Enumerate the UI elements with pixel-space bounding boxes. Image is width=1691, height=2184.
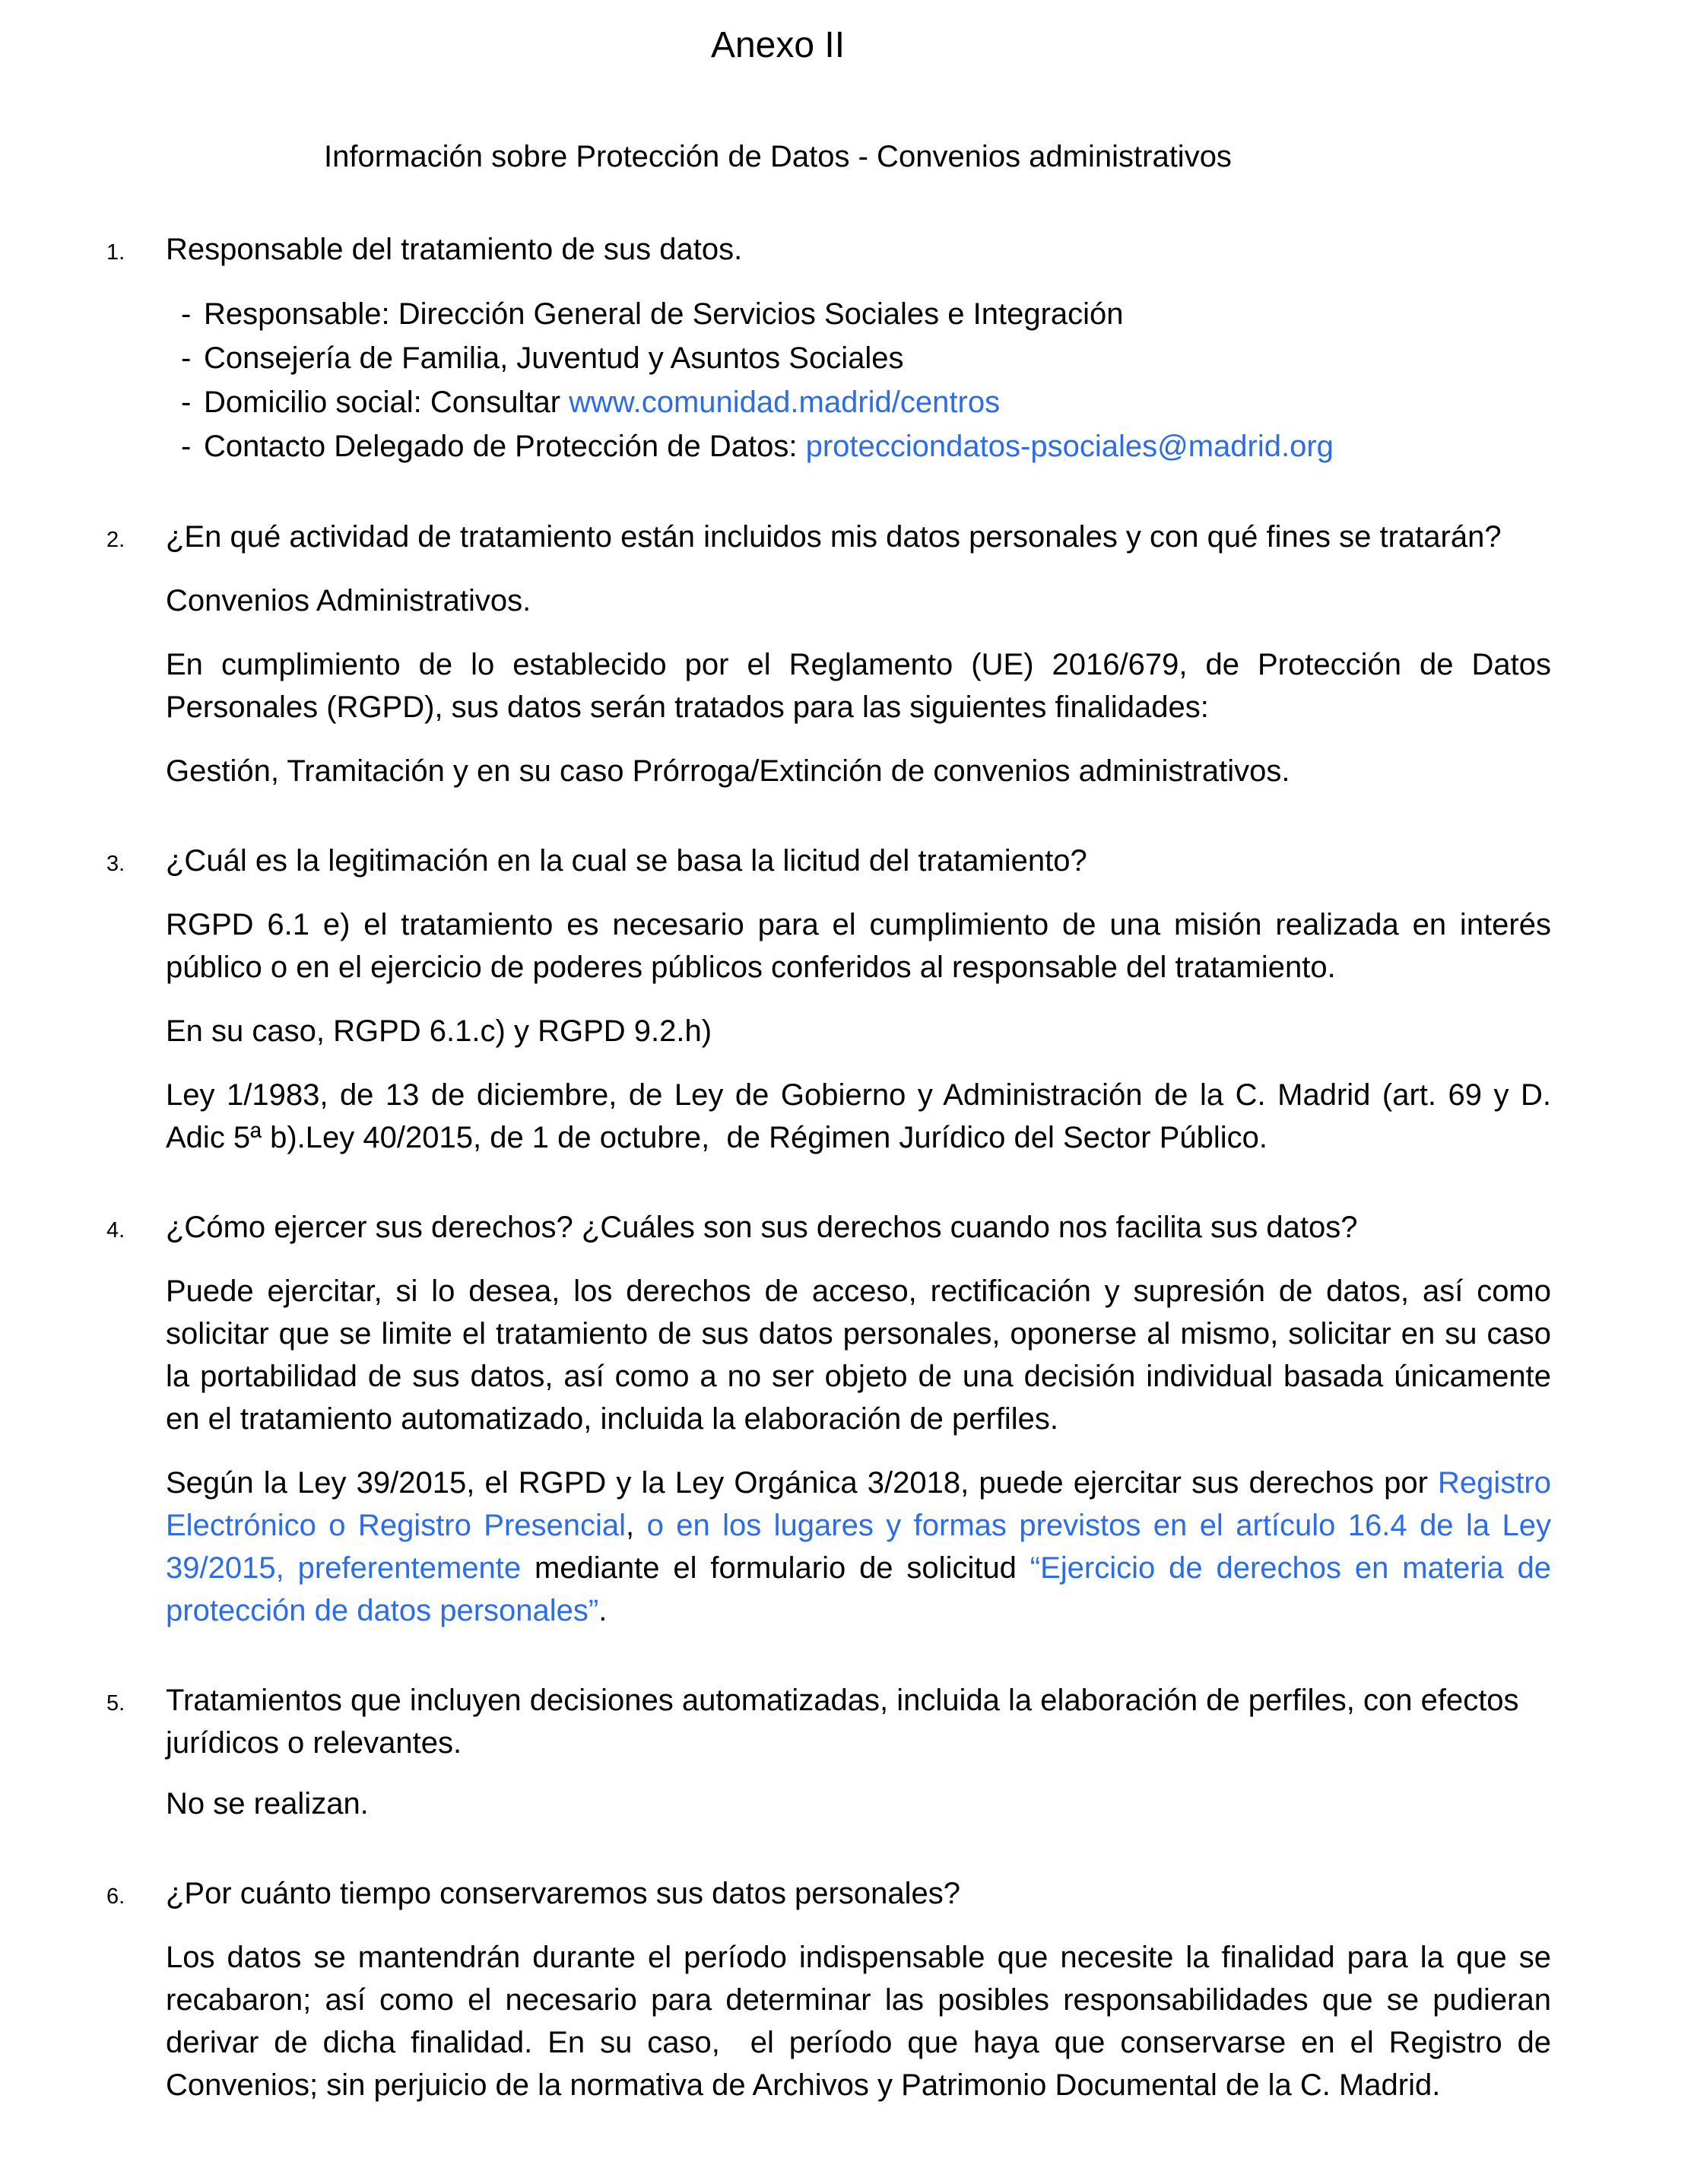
sections — [106, 228, 1551, 2106]
text-run: Contacto Delegado de Protección de Datos: — [204, 430, 806, 463]
section-heading-row — [106, 516, 1551, 561]
link[interactable]: protecciondatos-psociales@madrid.org — [805, 430, 1334, 463]
text-run: En cumplimiento de lo establecido por el Reglamento (UE) 2016/679, de Protección de Datos Personales (RGPD), sus datos serán tratados para las siguientes finalidades: — [166, 648, 1551, 724]
paragraph — [166, 1010, 1551, 1052]
text-run: Gestión, Tramitación y en su caso Prórroga/Extinción de convenios administrativos. — [166, 754, 1290, 788]
section-heading: ¿En qué actividad de tratamiento están incluidos mis datos personales y con qué fines se tratarán? — [166, 520, 1502, 554]
section-body — [106, 579, 1551, 792]
section — [106, 1679, 1551, 1825]
text-run: En su caso, RGPD 6.1.c) y RGPD 9.2.h) — [166, 1014, 712, 1048]
text-run: Puede ejercitar, si lo desea, los derechos de acceso, rectificación y supresión de datos, así como solicitar que se limite el tratamiento de sus datos personales, oponerse al mismo, solicitar en su caso la portabilidad de sus datos, así como a no ser objeto de una decisión individual basada únicamente en el tratamiento automatizado, incluida la elaboración de perfiles. — [166, 1275, 1551, 1436]
text-run: Ley 1/1983, de 13 de diciembre, de Ley de Gobierno y Administración de la C. Madrid (art. 69 y D. Adic 5ª b).Ley 40/2015, de 1 de octubre, de Régimen Jurídico del Sector Público. — [166, 1078, 1551, 1154]
link[interactable]: Registro Electrónico o Registro Presencial — [166, 1466, 1551, 1542]
bullet-list — [181, 292, 1551, 468]
bullet-dash: - — [181, 341, 192, 375]
paragraph — [166, 643, 1551, 729]
page-subtitle: Información sobre Protección de Datos - Convenios administrativos — [324, 140, 1232, 173]
bullet-dash: - — [181, 386, 192, 419]
section-heading-row — [106, 1679, 1551, 1764]
section-number: 6. — [106, 1884, 125, 1909]
section-heading: ¿Por cuánto tiempo conservaremos sus datos personales? — [166, 1877, 960, 1910]
section — [106, 840, 1551, 1159]
paragraph — [166, 1782, 1551, 1825]
text-run: , — [626, 1509, 647, 1542]
section-number: 3. — [106, 852, 125, 876]
text-run: . — [598, 1594, 608, 1627]
section-heading: Responsable del tratamiento de sus datos. — [166, 233, 743, 266]
section — [106, 516, 1551, 792]
text-run: Consejería de Familia, Juventud y Asuntos Sociales — [204, 341, 904, 375]
section — [106, 1206, 1551, 1632]
text-run: Según la Ley 39/2015, el RGPD y la Ley Orgánica 3/2018, puede ejercitar sus derechos por — [166, 1466, 1439, 1500]
bullet-text — [204, 292, 1551, 336]
section-number: 1. — [106, 240, 125, 265]
section-heading: Tratamientos que incluyen decisiones automatizadas, incluida la elaboración de perfiles, con efectos jurídicos o relevantes. — [166, 1684, 1519, 1760]
link[interactable]: www.comunidad.madrid/centros — [569, 386, 1001, 419]
text-run: RGPD 6.1 e) el tratamiento es necesario para el cumplimiento de una misión realizada en interés público o en el ejercicio de poderes públicos conferidos al responsable del tratamiento. — [166, 908, 1551, 984]
link[interactable]: “Ejercicio de derechos en materia de protección de datos personales” — [166, 1551, 1551, 1627]
text-run: Convenios Administrativos. — [166, 584, 531, 617]
text-run: mediante el formulario de solicitud — [521, 1551, 1030, 1585]
paragraph — [166, 1462, 1551, 1632]
bullet-dash: - — [181, 430, 192, 463]
section-number: 5. — [106, 1691, 125, 1716]
section-heading: ¿Cómo ejercer sus derechos? ¿Cuáles son sus derechos cuando nos facilita sus datos? — [166, 1211, 1358, 1244]
bullet-item — [181, 380, 1551, 424]
paragraph — [166, 1936, 1551, 2106]
paragraph — [166, 750, 1551, 792]
bullet-text — [204, 336, 1551, 380]
section-body — [106, 292, 1551, 468]
bullet-dash: - — [181, 297, 192, 331]
text-run: Domicilio social: Consultar — [204, 386, 569, 419]
text-run: No se realizan. — [166, 1787, 369, 1821]
section-heading-row — [106, 1872, 1551, 1918]
section-body — [106, 903, 1551, 1159]
bullet-item — [181, 424, 1551, 468]
section-heading-row — [106, 1206, 1551, 1252]
section-heading-row — [106, 228, 1551, 274]
section-body — [106, 1936, 1551, 2106]
section-heading-row — [106, 840, 1551, 885]
section-body — [106, 1782, 1551, 1825]
bullet-item — [181, 336, 1551, 380]
section-heading: ¿Cuál es la legitimación en la cual se basa la licitud del tratamiento? — [166, 844, 1087, 878]
page-title: Anexo II — [710, 25, 846, 65]
section-body — [106, 1270, 1551, 1632]
title-block — [56, 23, 1500, 178]
section-number: 4. — [106, 1218, 125, 1243]
bullet-text — [204, 380, 1551, 424]
bullet-text — [204, 424, 1551, 468]
section-number: 2. — [106, 528, 125, 552]
text-run: Responsable: Dirección General de Servicios Sociales e Integración — [204, 297, 1124, 331]
bullet-item — [181, 292, 1551, 336]
paragraph — [166, 579, 1551, 622]
section — [106, 228, 1551, 468]
paragraph — [166, 1270, 1551, 1440]
paragraph — [166, 903, 1551, 989]
paragraph — [166, 1074, 1551, 1159]
text-run: Los datos se mantendrán durante el período indispensable que necesite la finalidad para la que se recabaron; así como el necesario para determinar las posibles responsabilidades que se pudieran derivar de dicha finalidad. En su caso, el período que haya que conservarse en el Registro de Convenios; sin perjuicio de la normativa de Archivos y Patrimonio Documental de la C. Madrid. — [166, 1941, 1551, 2102]
section — [106, 1872, 1551, 2106]
link[interactable]: o en los lugares y formas previstos en el artículo 16.4 de la Ley 39/2015, preferentemente — [166, 1509, 1551, 1585]
